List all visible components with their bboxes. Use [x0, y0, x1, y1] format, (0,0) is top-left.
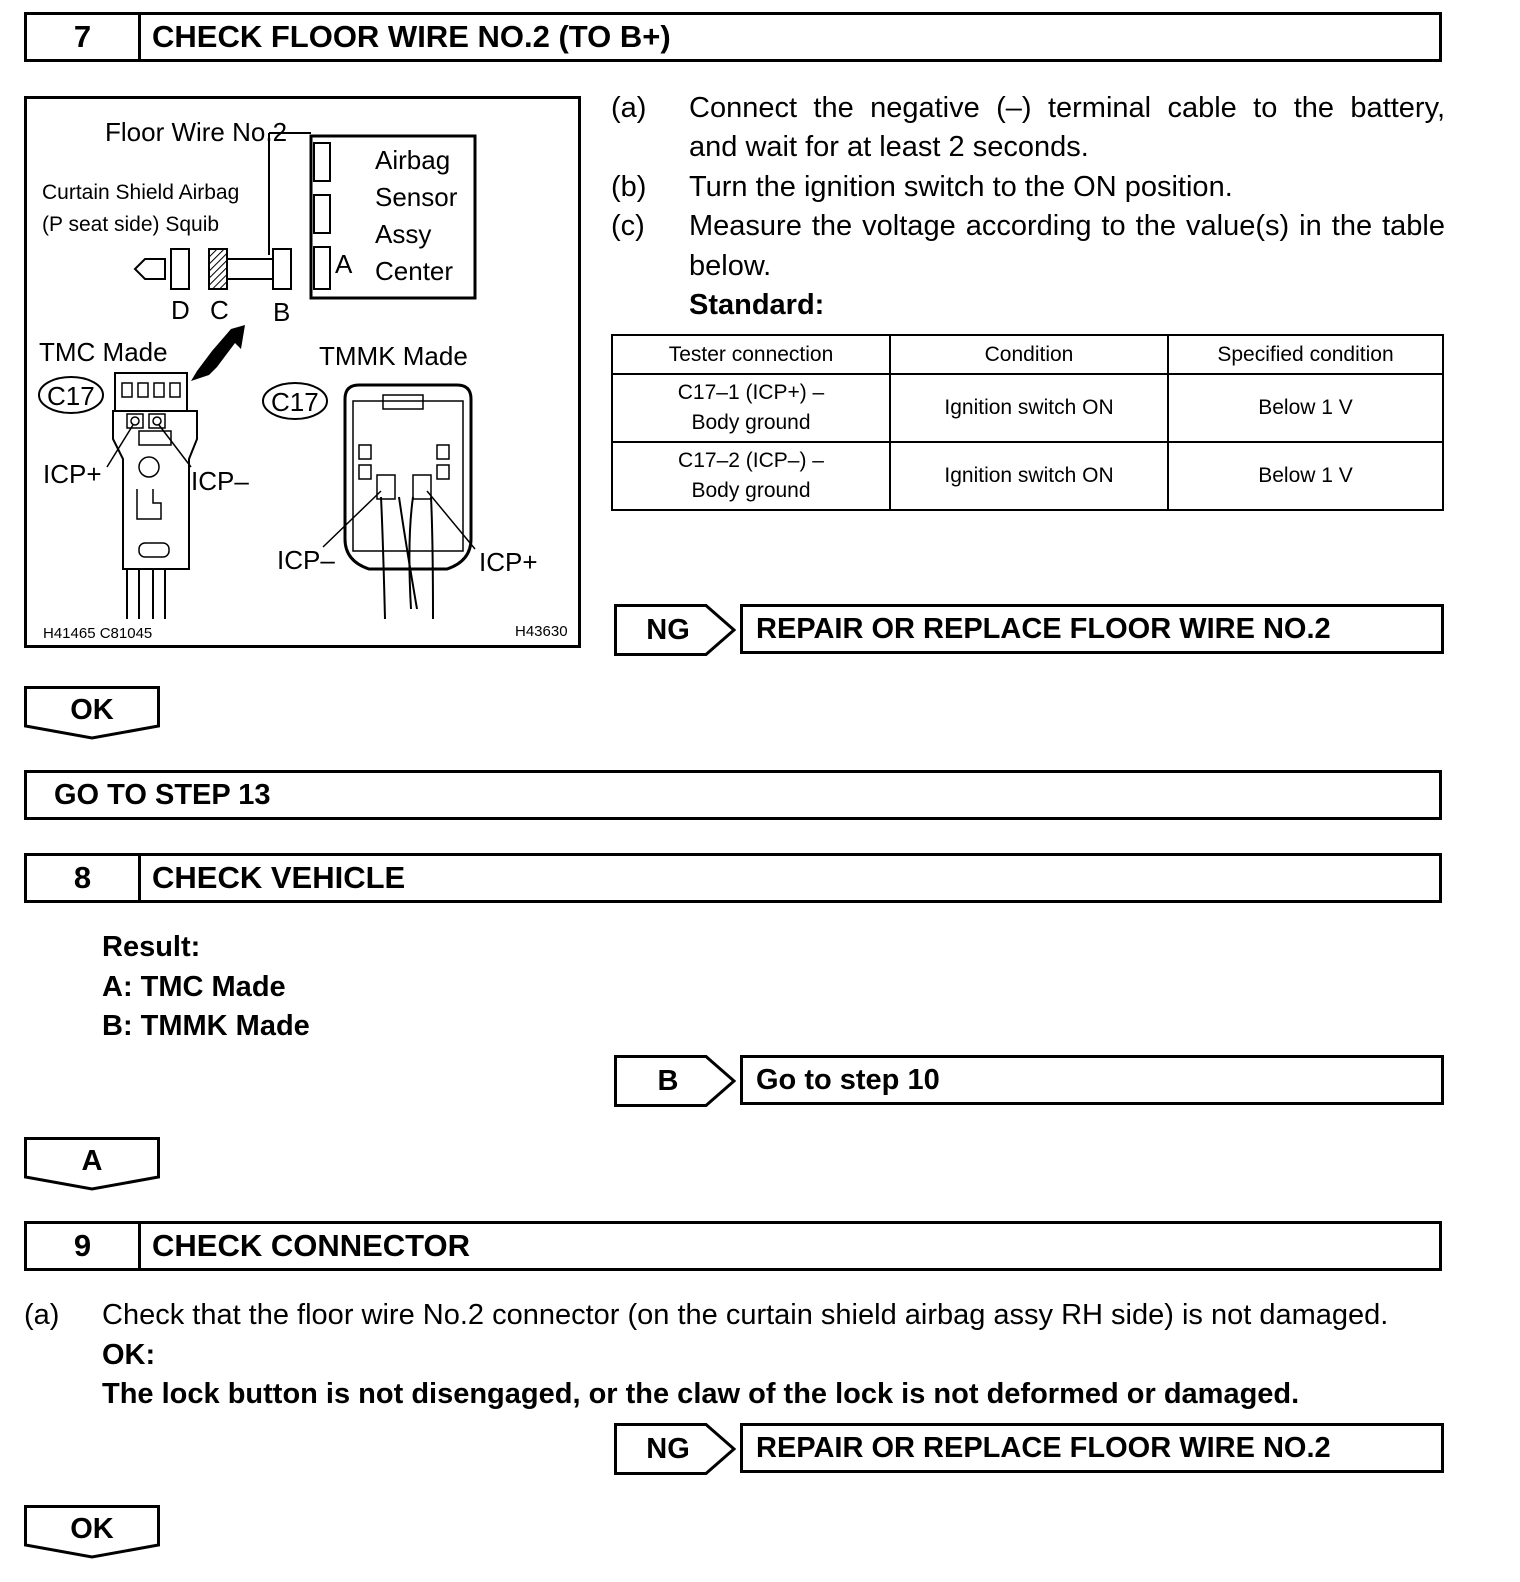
connection-line1: C17–1 (ICP+) –: [677, 381, 825, 404]
b-tag: [614, 1055, 736, 1107]
step9-ok-heading: OK:: [102, 1339, 156, 1371]
table-cell-condition: Ignition switch ON: [890, 442, 1168, 510]
step-number: 9: [27, 1224, 141, 1268]
step-number: 7: [27, 15, 141, 59]
connector-diagram: [24, 96, 581, 648]
ng-tag: [614, 1423, 736, 1475]
connection-line1: C17–2 (ICP–) –: [678, 449, 824, 472]
table-cell-connection: [612, 442, 890, 510]
table-cell-spec: Below 1 V: [1168, 374, 1443, 442]
squib-label-line2: (P seat side) Squib: [42, 213, 220, 236]
result-b: B: TMMK Made: [102, 1010, 310, 1042]
ok-label: OK: [70, 693, 114, 726]
floor-wire-label: Floor Wire No.2: [105, 117, 288, 147]
go-to-step-13-box: [24, 770, 1442, 820]
table-cell-spec: Below 1 V: [1168, 442, 1443, 510]
figure-code-right: H43630: [515, 623, 568, 640]
table-header: Tester connection: [612, 335, 890, 374]
ok-tag: [24, 686, 160, 740]
step9-ok-text: The lock button is not disengaged, or the claw of the lock is not deformed or damaged.: [102, 1378, 1300, 1410]
instruction-c-line2: below.: [689, 250, 772, 282]
instruction-a-marker: (a): [611, 92, 647, 124]
spec-table: [611, 334, 1444, 511]
pin-a-label: A: [335, 249, 353, 279]
icp-plus-right-label: ICP+: [479, 547, 538, 577]
a-label: A: [81, 1144, 103, 1177]
ng-result-box: REPAIR OR REPLACE FLOOR WIRE NO.2: [740, 1423, 1444, 1473]
pin-c-label: C: [210, 295, 229, 325]
table-header-row: [612, 335, 1443, 374]
table-header: Specified condition: [1168, 335, 1443, 374]
icp-minus-left-label: ICP–: [191, 466, 249, 496]
table-row: [612, 374, 1443, 442]
b-result-box: Go to step 10: [740, 1055, 1444, 1105]
step-title: CHECK VEHICLE: [152, 860, 406, 895]
tmc-made-label: TMC Made: [39, 337, 168, 367]
standard-label: Standard:: [689, 289, 825, 321]
figure-code-left: H41465 C81045: [43, 625, 153, 642]
squib-label-line1: Curtain Shield Airbag: [42, 181, 240, 204]
result-a: A: TMC Made: [102, 971, 286, 1003]
step9-instruction-marker: (a): [24, 1299, 60, 1331]
result-label: Result:: [102, 931, 201, 963]
b-label: B: [657, 1064, 679, 1097]
step-9-header: [24, 1221, 1442, 1271]
step-title: CHECK CONNECTOR: [152, 1228, 471, 1263]
instruction-b-marker: (b): [611, 171, 647, 203]
a-tag: [24, 1137, 160, 1191]
sensor-label-line3: Assy: [375, 219, 432, 249]
icp-plus-left-label: ICP+: [43, 459, 102, 489]
sensor-label-line2: Sensor: [375, 182, 458, 212]
ok-tag: [24, 1505, 160, 1559]
connection-line2: Body ground: [691, 411, 811, 434]
step-title: CHECK FLOOR WIRE NO.2 (TO B+): [152, 19, 671, 54]
ok-label: OK: [70, 1512, 114, 1545]
table-cell-connection: [612, 374, 890, 442]
sensor-label-line1: Airbag: [375, 145, 451, 175]
pin-d-label: D: [171, 295, 190, 325]
instruction-b-line1: Turn the ignition switch to the ON position.: [689, 171, 1233, 203]
ng-tag: [614, 604, 736, 656]
sensor-label-line4: Center: [375, 256, 454, 286]
step-number: 8: [27, 856, 141, 900]
step-8-header: [24, 853, 1442, 903]
go-to-step-13-label: GO TO STEP 13: [54, 778, 271, 811]
icp-minus-right-label: ICP–: [277, 545, 335, 575]
step9-instruction: Check that the floor wire No.2 connector (on the curtain shield airbag assy RH side) is not damaged.: [102, 1299, 1389, 1331]
instruction-a-line2: and wait for at least 2 seconds.: [689, 131, 1089, 163]
connector-c17-left: C17: [47, 381, 95, 411]
table-row: [612, 442, 1443, 510]
pin-b-label: B: [273, 297, 291, 327]
instruction-a-line1: Connect the negative (–) terminal cable to the battery,: [689, 92, 1445, 124]
ng-result-box: REPAIR OR REPLACE FLOOR WIRE NO.2: [740, 604, 1444, 654]
ng-label: NG: [646, 613, 690, 646]
connection-line2: Body ground: [691, 479, 811, 502]
connector-c17-right: C17: [271, 387, 319, 417]
tmmk-made-label: TMMK Made: [319, 341, 468, 371]
step-7-header: [24, 12, 1442, 62]
table-header: Condition: [890, 335, 1168, 374]
instruction-c-line1: Measure the voltage according to the value(s) in the table: [689, 210, 1445, 242]
ng-label: NG: [646, 1432, 690, 1465]
table-cell-condition: Ignition switch ON: [890, 374, 1168, 442]
instruction-c-marker: (c): [611, 210, 645, 242]
